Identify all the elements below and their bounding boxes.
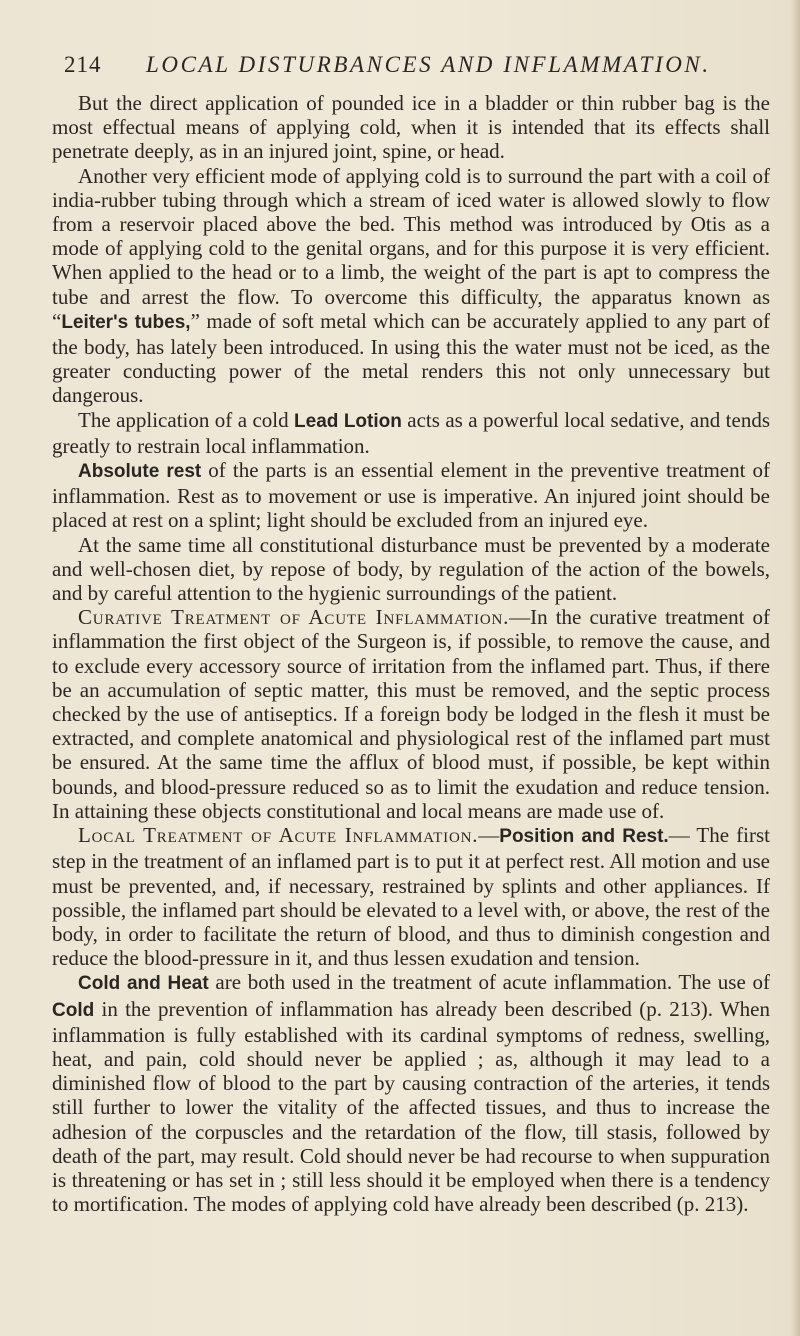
paragraph-text: —In the curative treatment of inflammation the first object of the Surgeon is, if possible, to remove the cause, and to exclude every accessory source of irritation from the inflamed part. Thus, if there be an accumulation of septic matter, this must be removed, and the septic process checked by the use of antiseptics. If a foreign body be lodged in the flesh it must be extracted, and complete anatomical and physiological rest of the inflamed part must be ensured. At the same time the afflux of blood must, if possible, be kept within bounds, and blood-pressure reduced so as to limit the exudation and reduce tension. In attaining these objects constitutional and local means are made use of. xyxy=(52,605,770,823)
term-cold: Cold xyxy=(52,999,95,1021)
dash: — xyxy=(478,823,500,848)
paragraph-lead-lotion xyxy=(52,408,770,458)
term-position-and-rest: Position and Rest. xyxy=(499,826,669,848)
term-lead-lotion: Lead Lotion xyxy=(294,410,402,432)
body-text xyxy=(52,91,770,1216)
paragraph-text: Another very efficient mode of applying cold is to surround the part with a coil of india-rubber tubing through which a stream of iced water is allowed slowly to flow from a reservoir placed above the bed. This method was introduced by Otis as a mode of applying cold to the genital organs, and for this purpose it is very efficient. When applied to the head or to a limb, the weight of the part is apt to compress the tube and arrest the flow. To overcome this difficulty, the apparatus known as “ xyxy=(52,163,770,333)
paragraph-text: — The first step in the treatment of an inflamed part is to put it at perfect rest. All motion and use must be prevented, and, if necessary, restrained by splints and other appliances. If possible, the inflamed part should be elevated to a level with, or above, the rest of the body, in order to facilitate the return of blood, and thus to diminish congestion and reduce the blood-pressure in it, and thus lessen exudation and tension. xyxy=(52,823,770,971)
paragraph-rubber-tubing xyxy=(52,164,770,408)
term-absolute-rest: Absolute rest xyxy=(78,461,202,483)
page-edge-shadow xyxy=(790,0,800,1336)
paragraph-constitutional xyxy=(52,533,770,606)
paragraph-absolute-rest xyxy=(52,458,770,533)
running-head xyxy=(64,52,724,88)
section-heading-local: Local Treatment of Acute Inflammation. xyxy=(78,823,479,848)
running-title: LOCAL DISTURBANCES AND INFLAMMATION. xyxy=(146,52,711,77)
paragraph-text: in the prevention of inflammation has already been described (p. 213). When inflammation is fully established with its cardinal symptoms of redness, swelling, heat, and pain, cold should never be applied ; as, although it may lead to a diminished flow of blood to the part by causing contraction of the arteries, it tends still further to lower the vitality of the affected tissues, and thus to increase the adhesion of the corpuscles and the retardation of the flow, till stasis, followed by death of the part, may result. Cold should never be had recourse to when suppuration is threatening or has set in ; still less should it be employed when there is a tendency to mortification. The modes of applying cold have already been described (p. 213). xyxy=(52,996,770,1217)
term-leiters-tubes: Leiter's tubes, xyxy=(61,311,191,333)
paragraph-text: acts as a powerful local sedative, and tends greatly to restrain local inflammation. xyxy=(52,407,770,458)
paragraph-cold-and-heat xyxy=(52,970,770,1216)
paragraph-local-treatment xyxy=(52,823,770,970)
paragraph-text: The application of a cold xyxy=(78,407,295,432)
paragraph-ice-bladder xyxy=(52,91,770,164)
paragraph-text: At the same time all constitutional disturbance must be prevented by a moderate and well-chosen diet, by repose of body, by regulation of the action of the bowels, and by careful attention to the hygienic surroundings of the patient. xyxy=(52,532,770,606)
section-heading-curative: Curative Treatment of Acute Inflammation. xyxy=(78,605,510,630)
paragraph-text: But the direct application of pounded ice in a bladder or thin rubber bag is the most effectual means of applying cold, when it is intended that its effects shall penetrate deeply, as in an injured joint, spine, or head. xyxy=(52,91,770,164)
paragraph-curative-treatment xyxy=(52,605,770,823)
paragraph-text: ” made of soft metal which can be accurately applied to any part of the body, has lately been introduced. In using this the water must not be iced, as the greater conducting power of the metal renders this not only unnecessary but dangerous. xyxy=(52,308,771,408)
term-cold-and-heat: Cold and Heat xyxy=(78,973,209,995)
page-number: 214 xyxy=(64,52,102,77)
paragraph-text: are both used in the treatment of acute inflammation. The use of xyxy=(208,970,770,995)
paragraph-text: of the parts is an essential element in the preventive treatment of inflammation. Rest as to movement or use is imperative. An injured joint should be placed at rest on a splint; light should be excluded from an injured eye. xyxy=(52,458,770,533)
